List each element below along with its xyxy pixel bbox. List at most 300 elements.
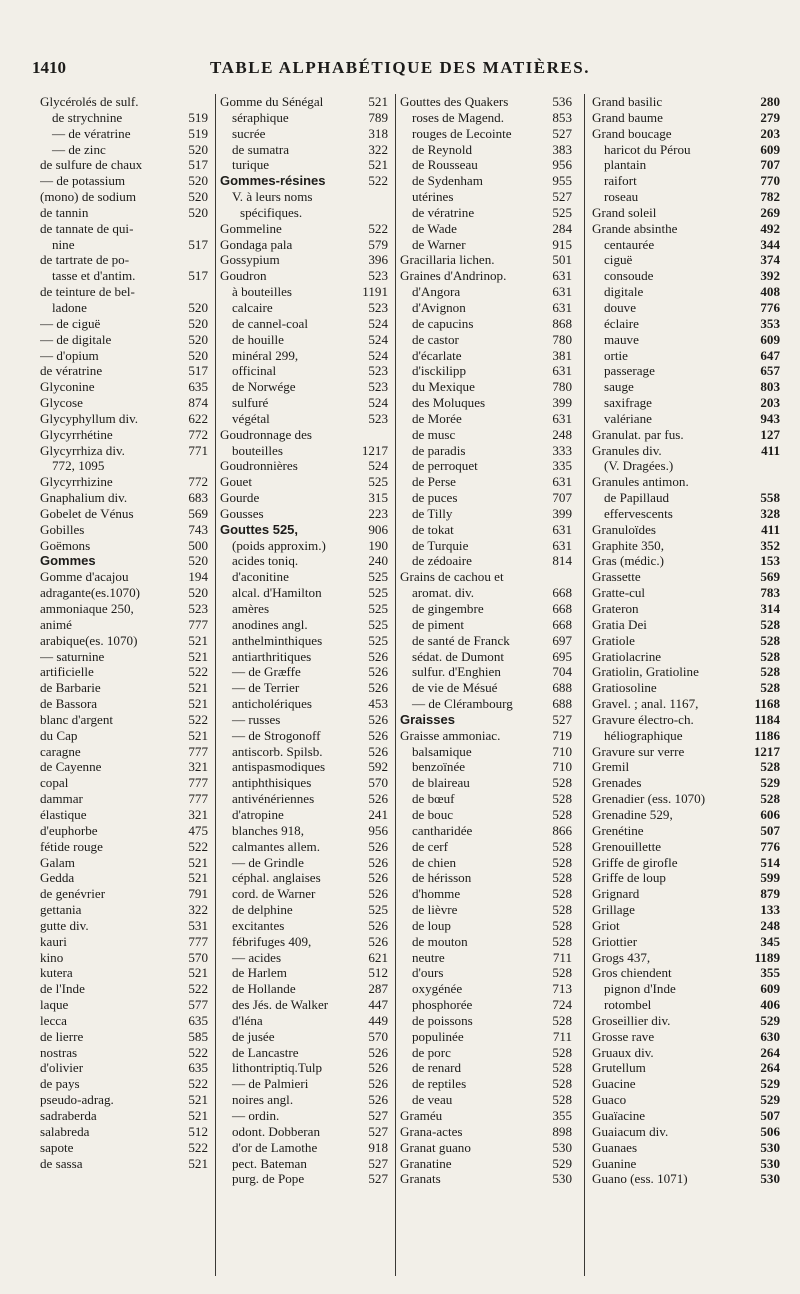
entry-term: gettania — [40, 902, 82, 918]
entry-term: élastique — [40, 806, 87, 822]
index-entry — [40, 205, 208, 221]
index-entry — [220, 252, 388, 268]
index-entry — [40, 237, 208, 253]
entry-page-ref: 521 — [188, 965, 208, 981]
entry-page-ref: 521 — [368, 157, 388, 173]
entry-term: Goudronnières — [220, 458, 298, 474]
entry-page-ref: 521 — [188, 1155, 208, 1171]
entry-term: Glycose — [40, 395, 83, 411]
entry-page-ref: 264 — [760, 1044, 780, 1060]
entry-page-ref: 529 — [760, 1076, 780, 1092]
index-entry — [400, 601, 572, 617]
entry-page-ref: 399 — [552, 505, 572, 521]
index-entry — [592, 1045, 780, 1061]
entry-term: Granatine — [400, 1155, 452, 1171]
entry-page-ref: 704 — [552, 664, 572, 680]
entry-page-ref: 526 — [368, 711, 388, 727]
index-entry — [592, 680, 780, 696]
index-entry — [220, 886, 388, 902]
entry-page-ref: 585 — [188, 1028, 208, 1044]
entry-page-ref: 522 — [188, 838, 208, 854]
entry-term: ammoniaque 250, — [40, 601, 134, 616]
index-entry — [220, 902, 388, 918]
entry-term: adragante(es.1070) — [40, 585, 140, 601]
entry-page-ref: 528 — [552, 886, 572, 902]
entry-page-ref: 529 — [760, 1012, 780, 1028]
index-entry — [40, 173, 208, 189]
entry-term: anticholériques — [232, 696, 312, 712]
entry-term: purg. de Pope — [232, 1171, 305, 1187]
entry-page-ref: 631 — [552, 410, 572, 426]
index-entry — [40, 316, 208, 332]
entry-term: de blaireau — [412, 775, 470, 791]
entry-term: d'homme — [412, 886, 461, 902]
index-entry — [400, 585, 572, 601]
entry-term: de hérisson — [412, 870, 472, 886]
entry-term: antiarthritiques — [232, 648, 312, 664]
index-entry — [40, 411, 208, 427]
entry-term: douve — [604, 299, 636, 315]
index-entry — [592, 950, 780, 966]
index-entry — [400, 110, 572, 126]
index-entry — [592, 569, 780, 585]
entry-page-ref: 1168 — [754, 696, 780, 712]
index-entry — [220, 934, 388, 950]
entry-term: rotombel — [604, 997, 652, 1013]
index-entry — [592, 1156, 780, 1172]
index-entry — [592, 205, 780, 221]
entry-term: Guaco — [592, 1092, 627, 1108]
index-entry — [400, 427, 572, 443]
index-entry — [220, 649, 388, 665]
entry-term: — de Palmieri — [232, 1076, 309, 1092]
index-entry — [220, 316, 388, 332]
entry-term: oxygénée — [412, 981, 463, 997]
entry-term: Glycyphyllum div. — [40, 410, 139, 426]
entry-page-ref: 707 — [552, 490, 572, 506]
entry-page-ref: 203 — [760, 125, 780, 141]
entry-term: d'ours — [412, 965, 444, 981]
entry-term: Grande absinthe — [592, 220, 678, 236]
entry-page-ref: 284 — [552, 220, 572, 236]
entry-page-ref: 527 — [552, 125, 572, 141]
index-entry — [400, 870, 572, 886]
entry-page-ref: 531 — [188, 917, 208, 933]
entry-page-ref: 570 — [368, 1028, 388, 1044]
index-entry — [40, 474, 208, 490]
entry-page-ref: 528 — [552, 1012, 572, 1028]
entry-page-ref: 526 — [368, 1060, 388, 1076]
index-entry — [220, 189, 388, 205]
index-entry — [592, 696, 780, 712]
index-entry — [592, 965, 780, 981]
index-entry — [400, 363, 572, 379]
index-column-2 — [220, 94, 388, 1274]
entry-term: Gommes — [40, 553, 96, 569]
entry-term: Gremil — [592, 759, 630, 775]
index-entry — [220, 506, 388, 522]
index-entry — [220, 1108, 388, 1124]
entry-term: — ordin. — [232, 1108, 280, 1123]
entry-page-ref: 328 — [760, 505, 780, 521]
index-entry — [40, 886, 208, 902]
entry-page-ref: 529 — [760, 775, 780, 791]
index-entry — [40, 696, 208, 712]
index-entry — [400, 680, 572, 696]
entry-page-ref: 269 — [760, 204, 780, 220]
entry-term: Grenétine — [592, 822, 644, 838]
entry-page-ref: 528 — [552, 1076, 572, 1092]
entry-page-ref: 635 — [188, 379, 208, 395]
entry-term: Gratiosoline — [592, 680, 657, 696]
entry-page-ref: 635 — [188, 1060, 208, 1076]
entry-page-ref: 517 — [188, 268, 208, 284]
entry-page-ref: 783 — [760, 585, 780, 601]
index-entry — [400, 522, 572, 538]
entry-page-ref: 621 — [368, 949, 388, 965]
entry-page-ref: 333 — [552, 442, 572, 458]
entry-term: bouteilles — [232, 442, 283, 458]
index-entry — [592, 157, 780, 173]
entry-term: des Moluques — [412, 395, 486, 411]
entry-page-ref: 392 — [760, 268, 780, 284]
page-title: TABLE ALPHABÉTIQUE DES MATIÈRES. — [210, 58, 590, 77]
entry-term: Gratiolacrine — [592, 648, 662, 664]
entry-page-ref: 514 — [760, 854, 780, 870]
entry-page-ref: 190 — [368, 537, 388, 553]
index-entry — [592, 173, 780, 189]
entry-page-ref: 697 — [552, 632, 572, 648]
entry-term: de lierre — [40, 1028, 84, 1044]
index-entry — [220, 332, 388, 348]
index-entry — [592, 934, 780, 950]
entry-page-ref: 318 — [368, 125, 388, 141]
entry-term: Gommeline — [220, 220, 282, 236]
entry-term: des Jés. de Walker — [232, 997, 329, 1013]
entry-term: de loup — [412, 917, 451, 933]
entry-page-ref: 525 — [552, 204, 572, 220]
index-entry — [592, 823, 780, 839]
entry-term: de puces — [412, 490, 458, 506]
entry-term: sulfuré — [232, 395, 269, 411]
index-entry — [592, 791, 780, 807]
entry-page-ref: 453 — [368, 696, 388, 712]
entry-term: roseau — [604, 189, 639, 205]
index-entry — [592, 1124, 780, 1140]
index-entry — [592, 759, 780, 775]
entry-term: de santé de Franck — [412, 632, 510, 648]
entry-term: d'euphorbe — [40, 822, 98, 838]
entry-term: calcaire — [232, 299, 273, 315]
entry-term: de porc — [412, 1044, 451, 1060]
index-entry — [400, 1124, 572, 1140]
entry-term: anthelminthiques — [232, 632, 323, 648]
entry-term: consoude — [604, 268, 654, 284]
index-entry — [220, 664, 388, 680]
entry-page-ref: 526 — [368, 791, 388, 807]
entry-term: de renard — [412, 1060, 462, 1076]
index-entry — [400, 237, 572, 253]
entry-term: héliographique — [604, 727, 683, 743]
entry-term: phosphorée — [412, 997, 473, 1013]
index-entry — [400, 791, 572, 807]
entry-term: d'olivier — [40, 1060, 84, 1076]
entry-term: Grenadier (ess. 1070) — [592, 791, 706, 807]
index-entry — [400, 348, 572, 364]
index-entry — [220, 601, 388, 617]
index-entry — [400, 316, 572, 332]
index-entry — [40, 870, 208, 886]
entry-term: Gouttes 525, — [220, 521, 299, 537]
entry-page-ref: 526 — [368, 854, 388, 870]
entry-term: Granat guano — [400, 1139, 471, 1155]
entry-page-ref: 527 — [368, 1108, 388, 1123]
entry-page-ref: 569 — [188, 505, 208, 521]
index-entry — [40, 902, 208, 918]
entry-term: Grand boucage — [592, 125, 672, 141]
index-entry — [400, 1045, 572, 1061]
entry-page-ref: 524 — [368, 395, 388, 411]
entry-page-ref: 408 — [760, 284, 780, 300]
index-entry — [40, 268, 208, 284]
index-entry — [40, 458, 208, 474]
entry-term: de Barbarie — [40, 680, 101, 696]
index-entry — [220, 997, 388, 1013]
entry-page-ref: 647 — [760, 347, 780, 363]
entry-page-ref: 631 — [552, 537, 572, 553]
index-entry — [400, 1156, 572, 1172]
index-entry — [400, 775, 572, 791]
index-entry — [592, 664, 780, 680]
entry-page-ref: 606 — [760, 806, 780, 822]
entry-term: séraphique — [232, 109, 289, 125]
index-entry — [220, 268, 388, 284]
index-entry — [40, 775, 208, 791]
index-entry — [220, 205, 388, 221]
entry-page-ref: 322 — [368, 141, 388, 157]
entry-page-ref: 528 — [552, 1060, 572, 1076]
index-entry — [40, 538, 208, 554]
entry-term: de Rousseau — [412, 157, 478, 173]
entry-page-ref: 631 — [552, 299, 572, 315]
entry-page-ref: 287 — [368, 981, 388, 997]
entry-page-ref: 526 — [368, 743, 388, 759]
index-entry — [220, 427, 388, 443]
entry-page-ref: 523 — [368, 363, 388, 379]
entry-page-ref: 918 — [368, 1139, 388, 1155]
index-entry — [220, 680, 388, 696]
entry-page-ref: 521 — [188, 696, 208, 712]
entry-page-ref: 500 — [188, 537, 208, 553]
entry-page-ref: 355 — [552, 1108, 572, 1123]
entry-term: benzoïnée — [412, 759, 466, 775]
index-entry — [40, 126, 208, 142]
entry-page-ref: 528 — [552, 870, 572, 886]
entry-page-ref: 522 — [368, 220, 388, 236]
entry-term: Gratte-cul — [592, 585, 646, 601]
entry-page-ref: 528 — [552, 1092, 572, 1108]
index-entry — [40, 553, 208, 569]
entry-page-ref: 523 — [368, 299, 388, 315]
entry-page-ref: 521 — [188, 854, 208, 870]
entry-page-ref: 866 — [552, 822, 572, 838]
index-entry — [400, 189, 572, 205]
entry-term: nine — [52, 236, 75, 252]
entry-page-ref: 399 — [552, 395, 572, 411]
index-entry — [400, 173, 572, 189]
entry-page-ref: 688 — [552, 680, 572, 696]
index-entry — [592, 981, 780, 997]
index-entry — [40, 585, 208, 601]
entry-term: alcal. d'Hamilton — [232, 585, 322, 601]
index-entry — [592, 379, 780, 395]
entry-page-ref: 248 — [760, 917, 780, 933]
entry-page-ref: 577 — [188, 997, 208, 1013]
index-entry — [400, 474, 572, 490]
index-entry — [40, 522, 208, 538]
entry-page-ref: 528 — [760, 791, 780, 807]
index-entry — [400, 395, 572, 411]
entry-page-ref: 772 — [188, 474, 208, 490]
entry-term: neutre — [412, 949, 445, 965]
entry-term: populinée — [412, 1028, 464, 1044]
entry-page-ref: 523 — [368, 410, 388, 426]
index-entry — [592, 284, 780, 300]
entry-term: de musc — [412, 426, 456, 442]
entry-page-ref: 280 — [760, 94, 780, 109]
entry-term: du Cap — [40, 727, 78, 743]
entry-page-ref: 528 — [552, 1044, 572, 1060]
index-entry — [592, 1060, 780, 1076]
entry-term: amères — [232, 601, 270, 616]
index-entry — [40, 110, 208, 126]
index-entry — [592, 1029, 780, 1045]
entry-page-ref: 777 — [188, 743, 208, 759]
entry-page-ref: 527 — [552, 189, 572, 205]
entry-page-ref: 868 — [552, 315, 572, 331]
index-entry — [592, 1092, 780, 1108]
index-entry — [592, 617, 780, 633]
index-entry — [40, 997, 208, 1013]
entry-term: Gondaga pala — [220, 236, 293, 252]
entry-page-ref: 127 — [760, 426, 780, 442]
entry-term: ciguë — [604, 252, 633, 268]
index-entry — [592, 268, 780, 284]
index-entry — [40, 443, 208, 459]
entry-page-ref: 526 — [368, 680, 388, 696]
entry-page-ref: 683 — [188, 490, 208, 506]
entry-page-ref: 522 — [188, 1139, 208, 1155]
index-entry — [220, 126, 388, 142]
index-entry — [40, 823, 208, 839]
entry-term: de Turquie — [412, 537, 469, 553]
entry-page-ref: 526 — [368, 917, 388, 933]
index-entry — [40, 157, 208, 173]
entry-page-ref: 525 — [368, 601, 388, 616]
entry-page-ref: 529 — [552, 1155, 572, 1171]
entry-term: Grutellum — [592, 1060, 646, 1076]
index-entry — [40, 712, 208, 728]
entry-term: laque — [40, 997, 69, 1013]
entry-page-ref: 1189 — [754, 949, 780, 965]
entry-page-ref: 707 — [760, 157, 780, 173]
entry-term: de Wade — [412, 220, 457, 236]
index-entry — [40, 189, 208, 205]
entry-term: Guanine — [592, 1155, 637, 1171]
entry-page-ref: 321 — [188, 806, 208, 822]
entry-page-ref: 512 — [368, 965, 388, 981]
entry-term: Grenades — [592, 775, 642, 791]
index-entry — [592, 886, 780, 902]
entry-page-ref: 322 — [188, 902, 208, 918]
index-entry — [220, 728, 388, 744]
entry-page-ref: 315 — [368, 490, 388, 506]
index-entry — [400, 411, 572, 427]
entry-page-ref: 521 — [188, 1092, 208, 1108]
entry-term: de bœuf — [412, 791, 455, 807]
entry-page-ref: 906 — [368, 521, 388, 537]
entry-term: — de potassium — [40, 173, 126, 189]
index-entry — [400, 538, 572, 554]
entry-page-ref: 527 — [552, 711, 572, 727]
index-entry — [400, 664, 572, 680]
entry-term: éclaire — [604, 315, 639, 331]
index-entry — [220, 1060, 388, 1076]
index-entry — [400, 506, 572, 522]
entry-term: Granuloïdes — [592, 521, 656, 537]
index-entry — [40, 348, 208, 364]
entry-page-ref: 524 — [368, 315, 388, 331]
entry-term: Glyconine — [40, 379, 95, 395]
index-entry — [220, 443, 388, 459]
entry-term: Gratiolin, Gratioline — [592, 664, 699, 680]
index-entry — [592, 252, 780, 268]
entry-page-ref: 383 — [552, 141, 572, 157]
entry-page-ref: 777 — [188, 616, 208, 632]
entry-term: pect. Bateman — [232, 1155, 307, 1171]
index-entry — [592, 1171, 780, 1187]
index-entry — [592, 411, 780, 427]
entry-term: gutte div. — [40, 917, 89, 933]
entry-page-ref: 449 — [368, 1012, 388, 1028]
entry-page-ref: 695 — [552, 648, 572, 664]
column-divider — [584, 94, 585, 1276]
entry-term: de piment — [412, 616, 464, 632]
entry-page-ref: 711 — [552, 1028, 572, 1044]
index-entry — [400, 902, 572, 918]
entry-term: de cannel-coal — [232, 315, 308, 331]
index-entry — [592, 649, 780, 665]
index-entry — [400, 950, 572, 966]
entry-page-ref: 579 — [368, 236, 388, 252]
index-entry — [220, 1076, 388, 1092]
entry-page-ref: 345 — [760, 933, 780, 949]
index-entry — [592, 712, 780, 728]
entry-term: — russes — [232, 711, 281, 727]
entry-page-ref: 777 — [188, 775, 208, 791]
entry-term: de sumatra — [232, 141, 290, 157]
entry-term: — de ciguë — [40, 315, 101, 331]
entry-page-ref: 517 — [188, 363, 208, 379]
entry-term: spécifiques. — [240, 204, 303, 220]
entry-term: de genévrier — [40, 886, 106, 902]
index-entry — [400, 649, 572, 665]
entry-term: utérines — [412, 189, 454, 205]
entry-term: (V. Dragées.) — [604, 458, 674, 474]
entry-term: lithontriptiq.Tulp — [232, 1060, 323, 1076]
entry-term: blanches 918, — [232, 822, 304, 838]
entry-term: Gedda — [40, 870, 75, 886]
